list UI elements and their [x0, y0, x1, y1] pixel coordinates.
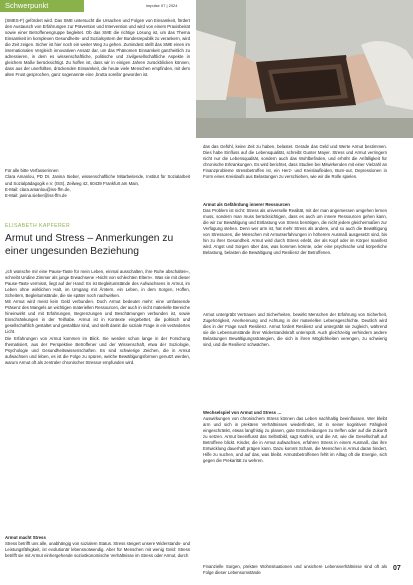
article-paragraph: Armut untergräbt Vertrauen und Sicherheiten, bewirkt Menschen der Erfahrung von Sicherheit, Zugehörigkeit, Anerkennung und Achtung in der materiellen Lebensgeschichte. Deutlich wird dies in der Frage nach Resilienz. Armut fordert Resilienz und untergräbt sie zugleich, während sie die Lebensumstände ihrer Widerstandskraft unterspült. Auch gleichzeitig verhindern andere Belastungen Bewältigungsstrategien, die sich in ihren Möglichkeiten verengen, zu schwierig sind, und die Resilienz schwächen. [203, 312, 387, 348]
right-column-1 [203, 144, 387, 180]
contact-block [5, 168, 190, 199]
issue-label: impulse 07 | 2024 [146, 3, 178, 8]
contact-heading: Für alle bitte Verfasserinnen [5, 168, 59, 173]
subheading: Wechselspiel von Armut und Stress … [203, 410, 282, 415]
section-label: Schwerpunkt [5, 1, 49, 10]
wallet-photo [196, 0, 413, 138]
article-paragraph: Finanzielle Sorgen, prekäre Wohnsituationen und unsichere Lebensverhältnisse sind oft als Folge dieser Lebensumstände [203, 564, 387, 576]
article-paragraph: Auswirkungen von chronischem Stress können das Leben nachhaltig beeinflussen. Wer bleibt arm und sich in prekären Verhältnissen wiederfindet, ist in seiner kognitiven Fähigkeit eingeschränkt, etwas langfristig zu planen, gute Entscheidungen zu treffen oder auf die Zukunft zu setzen. Armut beeinflusst das Selbstbild, sagt Kathrin, und die Art, wie die Gesellschaft auf Betroffene blickt. Kinder, die in Armut aufwachsen, erfahren Stress in einem Ausmaß, das ihre Entwicklung dauerhaft prägen kann. Dazu kommt Scham, die Menschen in Armut daran hindert, Hilfe zu suchen, und auf das, was bleibt. Armutsbetroffenen fehlt im Alltag oft die Energie, sich gegen die Prekarität zu wehren. [203, 416, 387, 464]
intro-paragraph: (SMES-F) gefördert wird. Das SME untersucht die Ursachen und Folgen von Einsamkeit, fördert den Austausch von Erfahrungen zur Prävention und Intervention und wird von einem Praxisbeirat sowie einer Betroffenengruppe begleitet. Ob das SME die richtige Lösung ist, um das Thema Einsamkeit im komplexen Gesundheits- und Sozialsystem der Bundesrepublik zu verankern, wird die Zeit zeigen. Sicher ist hier noch ein weiter Weg zu gehen. Zumindest stellt das SME einen im internationalen Vergleich innovativen Ansatz dar, um das Phänomen Einsamkeit ganzheitlich zu adressieren, in dem es wissenschaftliche, politische und zivilgesellschaftliche Aspekte in gleichem Maße berücksichtigt. Zu hoffen ist, dass wir in einigen Jahren zurückblicken können, dass aus der unerfüllten, drückenden Einsamkeit, die heute viele Menschen empfinden, mit dem alten Frust gesprochen, ganz sogenannte eine ,brutta sorella' geworden ist. [5, 18, 190, 78]
page-number: 07 [393, 565, 401, 572]
contact-authors: Clara Amanlou, PD Dr. Janina Sieber, wissenschaftliche Mitarbeitende, Institut für Sozialarbeit und Sozialpädagogik e.V. (ISS), Zeilweg 42, 60439 Frankfurt am Main, [5, 174, 190, 186]
article-title: Armut und Stress – Anmerkungen zu einer ungesunden Beziehung [5, 233, 174, 257]
right-column-4 [203, 410, 387, 464]
intro-text [5, 18, 190, 78]
article-paragraph: das das Gefühl, keine Zeit zu haben, belastet. Gerade das Geld und Werte Armut bestimmen. Dies habe Einfluss auf die Lebensqualität, schreibt Gunter Mayer. Stress und Armut verringern nicht nur die Lebensqualität, sondern auch das Wohlbefinden, und erhöht die Anfälligkeit für chronische Erkrankungen. Es wird berichtet, dass Studien bei Mitwirkenden mit einer Vielzahl an Finanzprobleme stressbetroffen ist, ein Herz- und Kreislaufleiden, Burn-out, Depressionen in Form eines Kreislaufs aus Belastungen zu verschieben, wie wir die Rolle spielen. [203, 144, 387, 180]
article-paragraph: Das Problem ist nicht: Stress als universelle Realität, mit der man angemessen umgehen lernen muss, sondern man muss berücksichtigen, dass es auch um innere Ressourcen gehen kann, die wir zur Bewältigung und Entlastung von Stress benötigen, die nicht jedem gleichermaßen zur Verfügung stehen. Denn wer arm ist, hat mehr Stress als andere, und so auch die Bewältigung von Stressoren, die Menschen mit Armutserfahrungen in höherem Ausmaß ausgesetzt sind, bis hin zu ihrer Gesundheit. Armut wird durch Stress erlebt, der als Kopf oder im Körper manifest wird. Angst und Sorgen über das, was kommen könnte, oder eine psychische und körperliche Belastung, belasten die Bewältigung und Resilienz der Betroffenen. [203, 208, 387, 256]
article-paragraph: Stress betrifft uns alle, unabhängig von sozialem Status. Stress steigert unsere Widerstands- und Leistungsfähigkeit, ist evolutionär lebensnotwendig. Aber für Menschen mit wenig Geld: Stress betrifft sie mit Armut einhergehende sozioökonomische Verhältnisse im Stress oder Armut, durch [5, 541, 190, 559]
article-paragraph: „Ich wünsche mir eine Pause-Taste für mein Leben, einmal ausschalten, ihre Ruhe abschalten«, schreibt Undine Zimmer als junge Erwachsene »Nicht von schlechten Eltern«. Was sie mit dieser Pause-Taste vermisst, liegt auf der Hand: Es ist Begleitumstände des Aufwachsens in Armut, im Leben ohne wirklichen Halt, im Umgang mit Ämtern, ein Leben, in dem Sorgen, Hoffen, Scheitern, Begleitumstände, die sie später noch nachwirken. [5, 269, 190, 299]
section-header [0, 0, 84, 12]
article-author: ELISABETH KAPFERER [5, 223, 71, 229]
article-paragraph: Mit Armut wird meist kein Geld verbunden. Doch Armut bedeutet mehr: eine umfassende Präsenz des Mangels an wichtigen materiellen Ressourcen, der auch in nicht materielle Bereiche hineinwirkt und mit Erfahrungen, Begrenzungen und Beschämungen verbunden ist, sowie Einschränkungen in der Teilhabe. Armut ist in Kontexte eingebettet, die politisch und gesellschaftlich gestaltet und gestaltbar sind, und stellt damit die soziale Frage in ein verändertes Licht. [5, 299, 190, 335]
contact-email-2: E-Mail: janina.sieber@iss-ffm.de [5, 193, 67, 199]
stress-section [5, 535, 190, 559]
right-column-5 [203, 564, 387, 576]
contact-email-1: E-Mail: clara.amanlou@iss-ffm.de, [5, 186, 71, 192]
right-column-2 [203, 202, 387, 256]
subheading: Armut als Gefährdung innerer Ressourcen [203, 202, 290, 207]
subheading: Armut macht Stress [5, 535, 46, 540]
article-body [5, 269, 190, 366]
article-paragraph: Die Erfahrungen von Armut kommen im Blick. Sie werden schon lange in der Forschung thematisiert, aus der Perspektive Betroffener und der Wissenschaft, etwa der Soziologie, Psychologie und Gesundheitswissenschaften. Es sind schwierige Zeichen, die in Armut aufwachsen und leben, es ist die Folge zu spüren, welche Bewältigungsformen genutzt werden, warum Armut oft als zentraler chronischer Stressor empfunden wird. [5, 335, 190, 365]
hands-wallet-illustration [196, 0, 413, 138]
right-column-3 [203, 312, 387, 348]
